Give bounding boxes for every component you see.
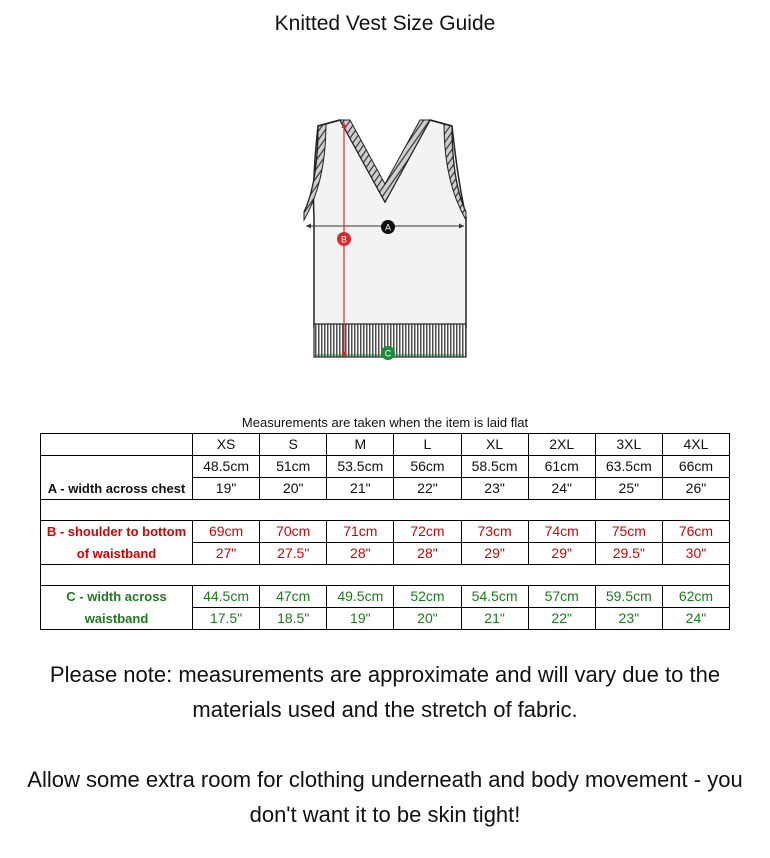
page-title: Knitted Vest Size Guide [274, 12, 496, 35]
row-b-label-line1: B - shoulder to bottom [41, 521, 193, 543]
spacer-cell [41, 565, 730, 586]
cell-a-cm: 63.5cm [595, 456, 662, 478]
cell-a-in: 20" [260, 478, 327, 500]
spacer-row [41, 565, 730, 586]
cell-c-in: 17.5" [193, 608, 260, 630]
size-header: 3XL [595, 434, 662, 456]
cell-b-cm: 69cm [193, 521, 260, 543]
size-header: XL [461, 434, 528, 456]
cell-a-in: 24" [528, 478, 595, 500]
size-table [40, 433, 730, 630]
cell-c-cm: 44.5cm [193, 586, 260, 608]
cell-b-in: 29" [528, 543, 595, 565]
cell-c-in: 19" [327, 608, 394, 630]
size-header: S [260, 434, 327, 456]
cell-b-in: 30" [662, 543, 729, 565]
row-a-label: A - width across chest [41, 478, 193, 500]
cell-a-in: 21" [327, 478, 394, 500]
row-c-in [41, 608, 730, 630]
cell-b-in: 28" [327, 543, 394, 565]
cell-a-cm: 53.5cm [327, 456, 394, 478]
cell-b-cm: 70cm [260, 521, 327, 543]
cell-b-in: 29" [461, 543, 528, 565]
cell-c-in: 18.5" [260, 608, 327, 630]
size-header: XS [193, 434, 260, 456]
row-c-cm [41, 586, 730, 608]
cell-a-in: 22" [394, 478, 461, 500]
measurement-note: Please note: measurements are approximate and will vary due to the materials used and the stretch of fabric. [49, 662, 721, 722]
cell-a-cm: 56cm [394, 456, 461, 478]
cell-c-in: 23" [595, 608, 662, 630]
marker-b-label: B [340, 234, 348, 245]
cell-a-in: 26" [662, 478, 729, 500]
cell-b-in: 27" [193, 543, 260, 565]
row-a-label-top [41, 456, 193, 478]
size-header: M [327, 434, 394, 456]
cell-b-in: 27.5" [260, 543, 327, 565]
size-header: 4XL [662, 434, 729, 456]
cell-c-cm: 62cm [662, 586, 729, 608]
cell-b-cm: 74cm [528, 521, 595, 543]
row-b-cm [41, 521, 730, 543]
row-a-in [41, 478, 730, 500]
fit-note: Allow some extra room for clothing underneath and body movement - you don't want it to be skin tight! [27, 767, 743, 827]
cell-c-cm: 57cm [528, 586, 595, 608]
header-empty-cell [41, 434, 193, 456]
cell-a-in: 23" [461, 478, 528, 500]
row-c-label-line2: waistband [41, 608, 193, 630]
cell-c-in: 20" [394, 608, 461, 630]
spacer-row [41, 500, 730, 521]
size-header: L [394, 434, 461, 456]
marker-a-label: A [384, 222, 392, 233]
cell-b-cm: 73cm [461, 521, 528, 543]
size-header-row [41, 434, 730, 456]
cell-b-in: 28" [394, 543, 461, 565]
cell-c-in: 22" [528, 608, 595, 630]
cell-c-cm: 54.5cm [461, 586, 528, 608]
measurement-caption: Measurements are taken when the item is laid flat [241, 415, 529, 430]
cell-c-cm: 49.5cm [327, 586, 394, 608]
cell-c-cm: 59.5cm [595, 586, 662, 608]
cell-a-in: 19" [193, 478, 260, 500]
row-a-cm [41, 456, 730, 478]
cell-a-cm: 61cm [528, 456, 595, 478]
cell-c-in: 24" [662, 608, 729, 630]
cell-a-in: 25" [595, 478, 662, 500]
cell-c-cm: 47cm [260, 586, 327, 608]
row-c-label-line1: C - width across [41, 586, 193, 608]
cell-b-in: 29.5" [595, 543, 662, 565]
cell-a-cm: 48.5cm [193, 456, 260, 478]
cell-a-cm: 51cm [260, 456, 327, 478]
cell-b-cm: 75cm [595, 521, 662, 543]
cell-b-cm: 76cm [662, 521, 729, 543]
size-header: 2XL [528, 434, 595, 456]
row-b-label-line2: of waistband [41, 543, 193, 565]
cell-a-cm: 58.5cm [461, 456, 528, 478]
row-b-in [41, 543, 730, 565]
cell-c-cm: 52cm [394, 586, 461, 608]
cell-c-in: 21" [461, 608, 528, 630]
cell-b-cm: 71cm [327, 521, 394, 543]
marker-c-label: C [384, 348, 392, 359]
vest-diagram [300, 112, 470, 367]
spacer-cell [41, 500, 730, 521]
cell-a-cm: 66cm [662, 456, 729, 478]
cell-b-cm: 72cm [394, 521, 461, 543]
